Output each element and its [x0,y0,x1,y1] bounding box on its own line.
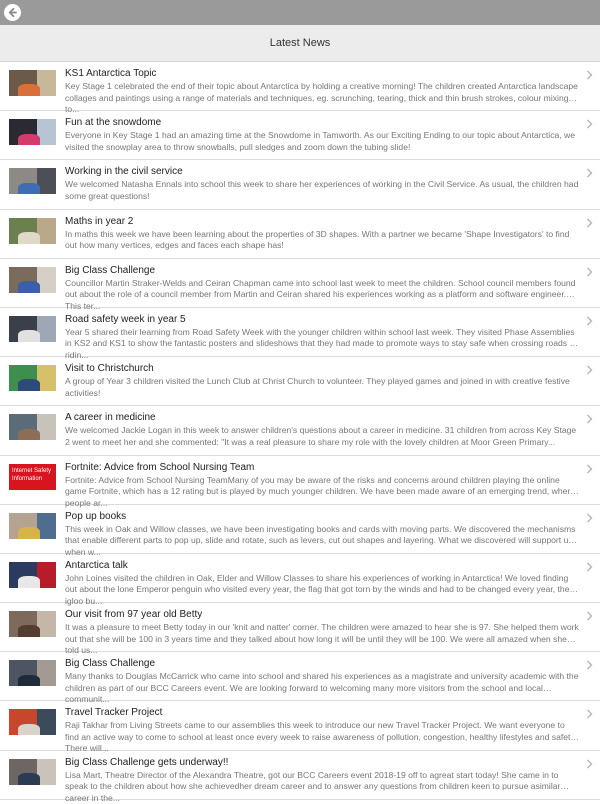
news-item[interactable] [0,406,600,455]
news-title: Maths in year 2 [65,215,134,227]
news-summary: We welcomed Natasha Ennals into school this week to share her experiences of working in the Civil Service. As usual, the children had some great questions! [65,179,579,201]
news-thumbnail [9,218,56,244]
news-summary: Raji Takhar from Living Streets came to our assemblies this week to introduce our new Travel Tracker Project. We want everyone to find an active way to come to school at least once every week to raise awareness of pollution, congestion, healthy lifestyles and safety. There will... [65,720,577,754]
chevron-right-icon [585,463,594,475]
news-item[interactable] [0,259,600,311]
news-item[interactable] [0,652,600,705]
chevron-right-icon [585,659,594,671]
news-thumbnail [9,464,56,490]
chevron-right-icon [585,561,594,573]
chevron-right-icon [585,758,594,770]
news-summary: This week in Oak and Willow classes, we have been investigating books and cards with moving parts. We discovered the mechanisms that enable different parts to pop up, slide and rotate, such as levers, cut out shapes and layering. What we discovered will support us when w... [65,523,576,557]
news-summary: It was a pleasure to meet Betty today in our 'knit and natter' corner. The children were amazed to hear she is 97. She helped them work out that she will be 100 in 3 years time and they talked about how long it will be until they will be 100. We were all amazed when she told us... [65,622,579,656]
news-item[interactable] [0,751,600,803]
news-title: Fortnite: Advice from School Nursing Team [65,461,255,473]
news-thumbnail [9,759,56,785]
news-summary: Year 5 shared their learning from Road Safety Week with the younger children within school last week. They visited Phase Assemblies in KS2 and KS1 to show the fantastic posters and slideshows that they had made to promote ways to stay safe when crossing roads or ridin... [65,326,578,360]
news-thumbnail [9,267,56,293]
arrow-left-icon [7,7,18,18]
chevron-right-icon [585,266,594,278]
news-thumbnail [9,414,56,440]
news-title: A career in medicine [65,412,156,424]
chevron-right-icon [585,69,594,81]
top-bar [0,0,600,25]
chevron-right-icon [585,708,594,720]
news-item[interactable] [0,111,600,160]
chevron-right-icon [585,364,594,376]
news-thumbnail [9,119,56,145]
news-item[interactable] [0,62,600,114]
chevron-right-icon [585,315,594,327]
back-button[interactable] [4,4,21,21]
news-item[interactable] [0,701,600,754]
chevron-right-icon [585,512,594,524]
news-thumbnail [9,562,56,588]
chevron-right-icon [585,118,594,130]
news-item[interactable] [0,160,600,209]
news-thumbnail [9,513,56,539]
news-title: Big Class Challenge [65,264,156,276]
news-thumbnail [9,70,56,96]
news-summary: Councillor Martin Straker-Welds and Ceiran Chapman came into school last week to meet the children. School council members found out about the role of a council member from Martin and Ceiran shared his experiences working as a platform and software engineer. This ter... [65,277,576,311]
news-thumbnail [9,660,56,686]
news-item[interactable] [0,357,600,406]
news-title: KS1 Antarctica Topic [65,68,157,79]
news-list [0,62,600,803]
news-summary: Many thanks to Douglas McCarrick who came into school and shared his experiences as a magistrate and university academic with the children as part of our BCC Careers event. We are looking forward to welcoming many more visitors from the school and local communit... [65,671,579,705]
header-bar [0,25,600,62]
news-thumbnail [9,365,56,391]
news-thumbnail [9,316,56,342]
chevron-right-icon [585,413,594,425]
news-item[interactable] [0,308,600,360]
news-item[interactable] [0,456,600,508]
news-summary: Key Stage 1 celebrated the end of their topic about Antarctica by holding a creative morning! The children created Antarctica landscape collages and paintings using a range of materials and techniques, eg. scrunching, tearing, thick and thin brush strokes, colour mixing to... [65,81,578,114]
news-title: Road safety week in year 5 [65,313,186,325]
news-summary: John Loines visited the children in Oak, Elder and Willow Classes to share his experiences of working in Antarctica! We loved finding out about the lone Emperor penguin who visited every year, the flag that got torn by the winds and had to be changed every year, the igloo bu... [65,572,570,606]
news-title: Pop up books [65,510,127,522]
thumbnail-text: Internet Safety Information [12,467,52,482]
news-summary: Everyone in Key Stage 1 had an amazing time at the Snowdome in Tamworth. As our Exciting Ending to our topic about Antarctica, we visited the snowplay area to throw snowballs, pull sledges and zoom down the tubing slide! [65,130,576,152]
chevron-right-icon [585,217,594,229]
news-item[interactable] [0,603,600,656]
news-thumbnail [9,611,56,637]
news-title: Fun at the snowdome [65,117,162,129]
news-summary: We welcomed Jackie Logan in this week to answer children's questions about a career in medicine. 31 children from across Key Stage 2 went to meet her and she commented: "It was a real pleasure to share my role with the lovely children at Moor Green Primary... [65,425,577,447]
news-title: Travel Tracker Project [65,707,163,719]
news-title: Working in the civil service [65,166,183,178]
page-title: Latest News [269,37,331,49]
news-summary: A group of Year 3 children visited the Lunch Club at Christ Church to volunteer. They played games and joined in with creative festive activities! [65,376,570,398]
news-item[interactable] [0,505,600,557]
news-title: Big Class Challenge [65,658,156,670]
news-item[interactable] [0,554,600,606]
news-summary: Lisa Mart, Theatre Director of the Alexandra Theatre, got our BCC Careers event 2018-19 off to agreat start today! She came in to speak to the children about how she achievedher dream career and to answer any questions from children keen to pursue asimilar career in the... [65,769,561,803]
news-summary: In maths this week we have been learning about the properties of 3D shapes. With a partner we became 'Shape Investigators' to find out how many vertices, edges and faces each shape has! [65,228,570,251]
news-title: Our visit from 97 year old Betty [65,609,203,621]
news-thumbnail [9,168,56,194]
chevron-right-icon [585,610,594,622]
news-summary: Fortnite: Advice from School Nursing TeamMany of you may be aware of the risks and concerns around children playing the online game Fortnite, which has a 12 rating but is played by much younger children. We have been made aware of an emerging trend, where people ar... [65,474,576,508]
news-title: Visit to Christchurch [65,363,154,375]
news-item[interactable] [0,210,600,259]
news-title: Antarctica talk [65,559,128,571]
news-thumbnail [9,709,56,735]
chevron-right-icon [585,167,594,179]
news-title: Big Class Challenge gets underway!! [65,756,229,768]
